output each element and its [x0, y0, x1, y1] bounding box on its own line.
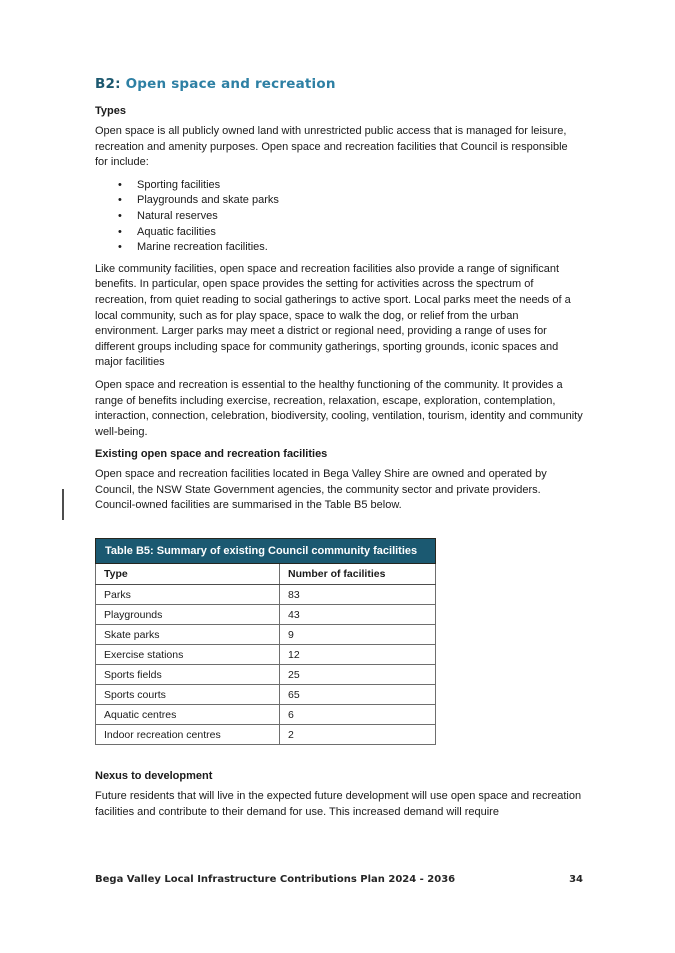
list-item: • Playgrounds and skate parks: [137, 193, 583, 209]
table-title-row: [96, 539, 436, 564]
type-cell: Sports fields: [96, 665, 280, 685]
types-heading: Types: [95, 105, 126, 117]
section-title: Open space and recreation: [125, 76, 336, 92]
spacer: [95, 521, 583, 538]
paragraph-nexus: Future residents that will live in the expected future development will use open space and recreation facilities and contribute to their demand for use. This increased demand will require: [95, 790, 582, 818]
count-cell: 2: [280, 725, 436, 745]
existing-facilities-heading: Existing open space and recreation facilities: [95, 448, 328, 461]
section-heading: [95, 76, 583, 92]
table-row: [96, 685, 436, 705]
count-cell: 43: [280, 605, 436, 625]
page-content: [95, 76, 583, 827]
column-header-number: Number of facilities: [280, 564, 436, 585]
facility-types-list: [95, 178, 583, 256]
type-cell: Sports courts: [96, 685, 280, 705]
type-cell: Parks: [96, 585, 280, 605]
table-row: [96, 645, 436, 665]
table-row: [96, 605, 436, 625]
count-cell: 65: [280, 685, 436, 705]
table-row: [96, 725, 436, 745]
list-item: • Sporting facilities: [137, 178, 583, 194]
count-cell: 83: [280, 585, 436, 605]
table-header-row: [96, 564, 436, 585]
list-item: • Marine recreation facilities.: [137, 240, 583, 256]
table-row: [96, 585, 436, 605]
page-footer: [95, 874, 583, 885]
type-cell: Aquatic centres: [96, 705, 280, 725]
table-row: [96, 625, 436, 645]
type-cell: Exercise stations: [96, 645, 280, 665]
facilities-summary-table: [95, 538, 436, 745]
count-cell: 12: [280, 645, 436, 665]
list-item: • Natural reserves: [137, 209, 583, 225]
list-item: • Aquatic facilities: [137, 225, 583, 241]
table-row: [96, 705, 436, 725]
count-cell: 6: [280, 705, 436, 725]
paragraph-essential: Open space and recreation is essential to the healthy functioning of the community. It provides a range of benefits including exercise, recreation, relaxation, escape, exploration, contemplation, interaction, connection, celebration, biodiversity, cooling, ventilation, tourism, identity and community well-being.: [95, 378, 583, 438]
section-number: B2:: [95, 76, 121, 92]
table-title: Table B5: Summary of existing Council community facilities: [96, 539, 436, 564]
count-cell: 25: [280, 665, 436, 685]
type-cell: Skate parks: [96, 625, 280, 645]
revision-change-bar: [62, 489, 64, 520]
paragraph-ownership: Open space and recreation facilities located in Bega Valley Shire are owned and operated by Council, the NSW State Government agencies, the community sector and private providers. Council-owned facilities are summarised in the Table B5 below.: [95, 468, 547, 512]
footer-doc-title: Bega Valley Local Infrastructure Contributions Plan 2024 - 2036: [95, 874, 456, 885]
count-cell: 9: [280, 625, 436, 645]
type-cell: Indoor recreation centres: [96, 725, 280, 745]
paragraph-benefits: Like community facilities, open space and recreation facilities also provide a range of significant benefits. In particular, open space provides the setting for activities across the spectrum of recreation, from quiet reading to social gatherings to active sport. Local parks meet the needs of a local community, such as for play space, space to walk the dog, or relief from the urban environment. Larger parks may meet a district or regional need, providing a range of uses for different groups including space for community gatherings, sporting grounds, iconic spaces and major facilities: [95, 262, 571, 369]
footer-page-number: 34: [569, 874, 583, 885]
column-header-type: Type: [96, 564, 280, 585]
paragraph-open-space-definition: Open space is all publicly owned land with unrestricted public access that is managed for leisure, recreation and amenity purposes. Open space and recreation facilities that Council is responsible for include:: [95, 125, 568, 169]
nexus-heading: Nexus to development: [95, 770, 213, 783]
type-cell: Playgrounds: [96, 605, 280, 625]
table-row: [96, 665, 436, 685]
